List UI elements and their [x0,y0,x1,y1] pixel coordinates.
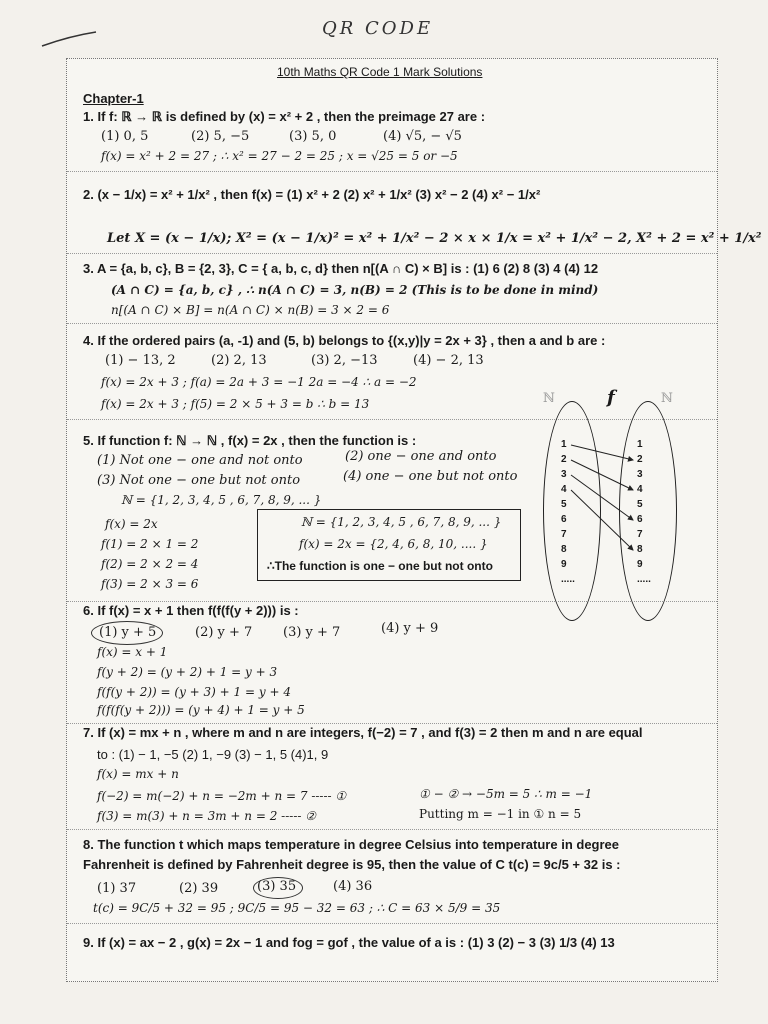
q6-step-3: f(f(y + 2)) = (y + 3) + 1 = y + 4 [97,685,291,699]
handwritten-title: QR CODE [322,18,434,39]
q8-option-4: (4) 36 [333,879,373,894]
q5-option-4: (4) one − one but not onto [343,469,518,484]
q6-option-1: (1) y + 5 [99,625,157,640]
codomain-element: 8 [637,544,643,555]
codomain-element: 1 [637,439,643,450]
domain-element: 7 [561,529,567,540]
q3-question: 3. A = {a, b, c}, B = {2, 3}, C = { a, b, c, d} then n[(A ∩ C) × B] is : (1) 6 (2) 8 (3) 4 (4) 12 [83,261,599,276]
domain-element: 6 [561,514,567,525]
diagram-right-label: ℕ [661,391,673,406]
q6-option-2: (2) y + 7 [195,625,253,640]
q5-option-3: (3) Not one − one but not onto [97,473,301,488]
mapping-arrow [571,490,633,550]
q1-option-1: (1) 0, 5 [101,129,149,144]
q6-option-3: (3) y + 7 [283,625,341,640]
q5-option-1: (1) Not one − one and not onto [97,453,303,468]
q8-line-2: Fahrenheit is defined by Fahrenheit degree is 95, then the value of C t(c) = 9c/5 + 32 is : [83,857,621,872]
mapping-arrow [571,475,633,520]
q7-step-2: f(−2) = m(−2) + n = −2m + n = 7 ----- ① [97,789,347,803]
q7-step-1: f(x) = mx + n [97,767,179,781]
q6-question: 6. If f(x) = x + 1 then f(f(f(y + 2))) is : [83,603,299,618]
q8-line-1: 8. The function t which maps temperature in degree Celsius into temperature in degree [83,837,620,852]
mapping-arrow [571,445,633,460]
q4-option-4: (4) − 2, 13 [413,353,484,368]
domain-element: 9 [561,559,567,570]
q1-option-2: (2) 5, −5 [191,129,250,144]
q1-option-4: (4) √5, − √5 [383,129,462,144]
q7-step-3: f(3) = m(3) + n = 3m + n = 2 ----- ② [97,809,316,823]
q6-option-4: (4) y + 9 [381,621,439,636]
domain-element: 8 [561,544,567,555]
divider [67,829,717,830]
q6-step-1: f(x) = x + 1 [97,645,168,659]
q5-step-4: f(3) = 2 × 3 = 6 [101,577,199,591]
domain-element: 3 [561,469,567,480]
q5-box-line2: f(x) = 2x = {2, 4, 6, 8, 10, .... } [299,537,488,551]
worksheet-page [66,58,762,982]
chapter-heading: Chapter-1 [83,91,144,106]
document-title: 10th Maths QR Code 1 Mark Solutions [277,65,483,79]
q4-question: 4. If the ordered pairs (a, -1) and (5, b) belongs to {(x,y)|y = 2x + 3} , then a and b are : [83,333,606,348]
q5-step-2: f(1) = 2 × 1 = 2 [101,537,199,551]
divider [67,923,717,924]
q7-result-1: ① − ② → −5m = 5 ∴ m = −1 [419,787,593,801]
diagram-map-label: f [607,387,615,408]
q2-question: 2. (x − 1/x) = x² + 1/x² , then f(x) = (1) x² + 2 (2) x² + 1/x² (3) x² − 2 (4) x² − 1/x² [83,187,541,202]
q8-option-2: (2) 39 [179,881,219,896]
q5-option-2: (2) one − one and onto [345,449,497,464]
q8-option-1: (1) 37 [97,881,137,896]
codomain-element: 5 [637,499,643,510]
pen-stroke [40,30,100,50]
q5-box-line1: ℕ = {1, 2, 3, 4, 5 , 6, 7, 8, 9, ... } [301,515,502,529]
domain-element: ..... [561,574,575,585]
q5-step-3: f(2) = 2 × 2 = 4 [101,557,199,571]
q7-result-2: Putting m = −1 in ① n = 5 [419,807,582,821]
q3-solution-line1: (A ∩ C) = {a, b, c} , ∴ n(A ∩ C) = 3, n(B) = 2 (This is to be done in mind) [111,283,599,297]
q5-box-line3: ∴The function is one − one but not onto [267,559,493,573]
codomain-element: 2 [637,454,643,465]
codomain-element: 3 [637,469,643,480]
q8-solution: t(c) = 9C/5 + 32 = 95 ; 9C/5 = 95 − 32 = 63 ; ∴ C = 63 × 5/9 = 35 [93,901,501,915]
q4-solution-line1: f(x) = 2x + 3 ; f(a) = 2a + 3 = −1 2a = −4 ∴ a = −2 [101,375,417,389]
q2-solution: Let X = (x − 1/x); X² = (x − 1/x)² = x² + 1/x² − 2 × x × 1/x = x² + 1/x² − 2, X² + 2 = x² + 1/x² [107,231,762,246]
q4-option-3: (3) 2, −13 [311,353,378,368]
domain-element: 2 [561,454,567,465]
codomain-element: 6 [637,514,643,525]
q1-option-3: (3) 5, 0 [289,129,337,144]
domain-element: 4 [561,484,567,495]
q7-options: to : (1) − 1, −5 (2) 1, −9 (3) − 1, 5 (4)1, 9 [97,747,329,762]
q1-question: 1. If f: ℝ → ℝ is defined by (x) = x² + 2 , then the preimage 27 are : [83,109,486,124]
q9-question: 9. If (x) = ax − 2 , g(x) = 2x − 1 and fog = gof , the value of a is : (1) 3 (2) − 3 (3) 1/3 (4) 13 [83,935,615,950]
divider [67,601,717,602]
q5-question: 5. If function f: ℕ → ℕ , f(x) = 2x , then the function is : [83,433,417,448]
mapping-arrows [67,59,717,659]
q5-naturals: ℕ = {1, 2, 3, 4, 5 , 6, 7, 8, 9, ... } [121,493,322,507]
q4-solution-line2: f(x) = 2x + 3 ; f(5) = 2 × 5 + 3 = b ∴ b = 13 [101,397,370,411]
codomain-element: 4 [637,484,643,495]
diagram-left-label: ℕ [543,391,555,406]
domain-element: 5 [561,499,567,510]
q5-step-1: f(x) = 2x [105,517,158,531]
divider [67,723,717,724]
q4-option-1: (1) − 13, 2 [105,353,176,368]
mapping-arrow [571,460,633,490]
q1-solution: f(x) = x² + 2 = 27 ; ∴ x² = 27 − 2 = 25 ; x = √25 = 5 or −5 [101,149,458,163]
codomain-element: ..... [637,574,651,585]
q6-step-2: f(y + 2) = (y + 2) + 1 = y + 3 [97,665,278,679]
codomain-element: 9 [637,559,643,570]
q3-solution-line2: n[(A ∩ C) × B] = n(A ∩ C) × n(B) = 3 × 2 = 6 [111,303,390,317]
q7-question: 7. If (x) = mx + n , where m and n are integers, f(−2) = 7 , and f(3) = 2 then m and n are equal [83,725,643,740]
domain-element: 1 [561,439,567,450]
q4-option-2: (2) 2, 13 [211,353,267,368]
q6-step-4: f(f(f(y + 2))) = (y + 4) + 1 = y + 5 [97,703,305,717]
codomain-element: 7 [637,529,643,540]
q8-option-3: (3) 35 [257,879,297,894]
